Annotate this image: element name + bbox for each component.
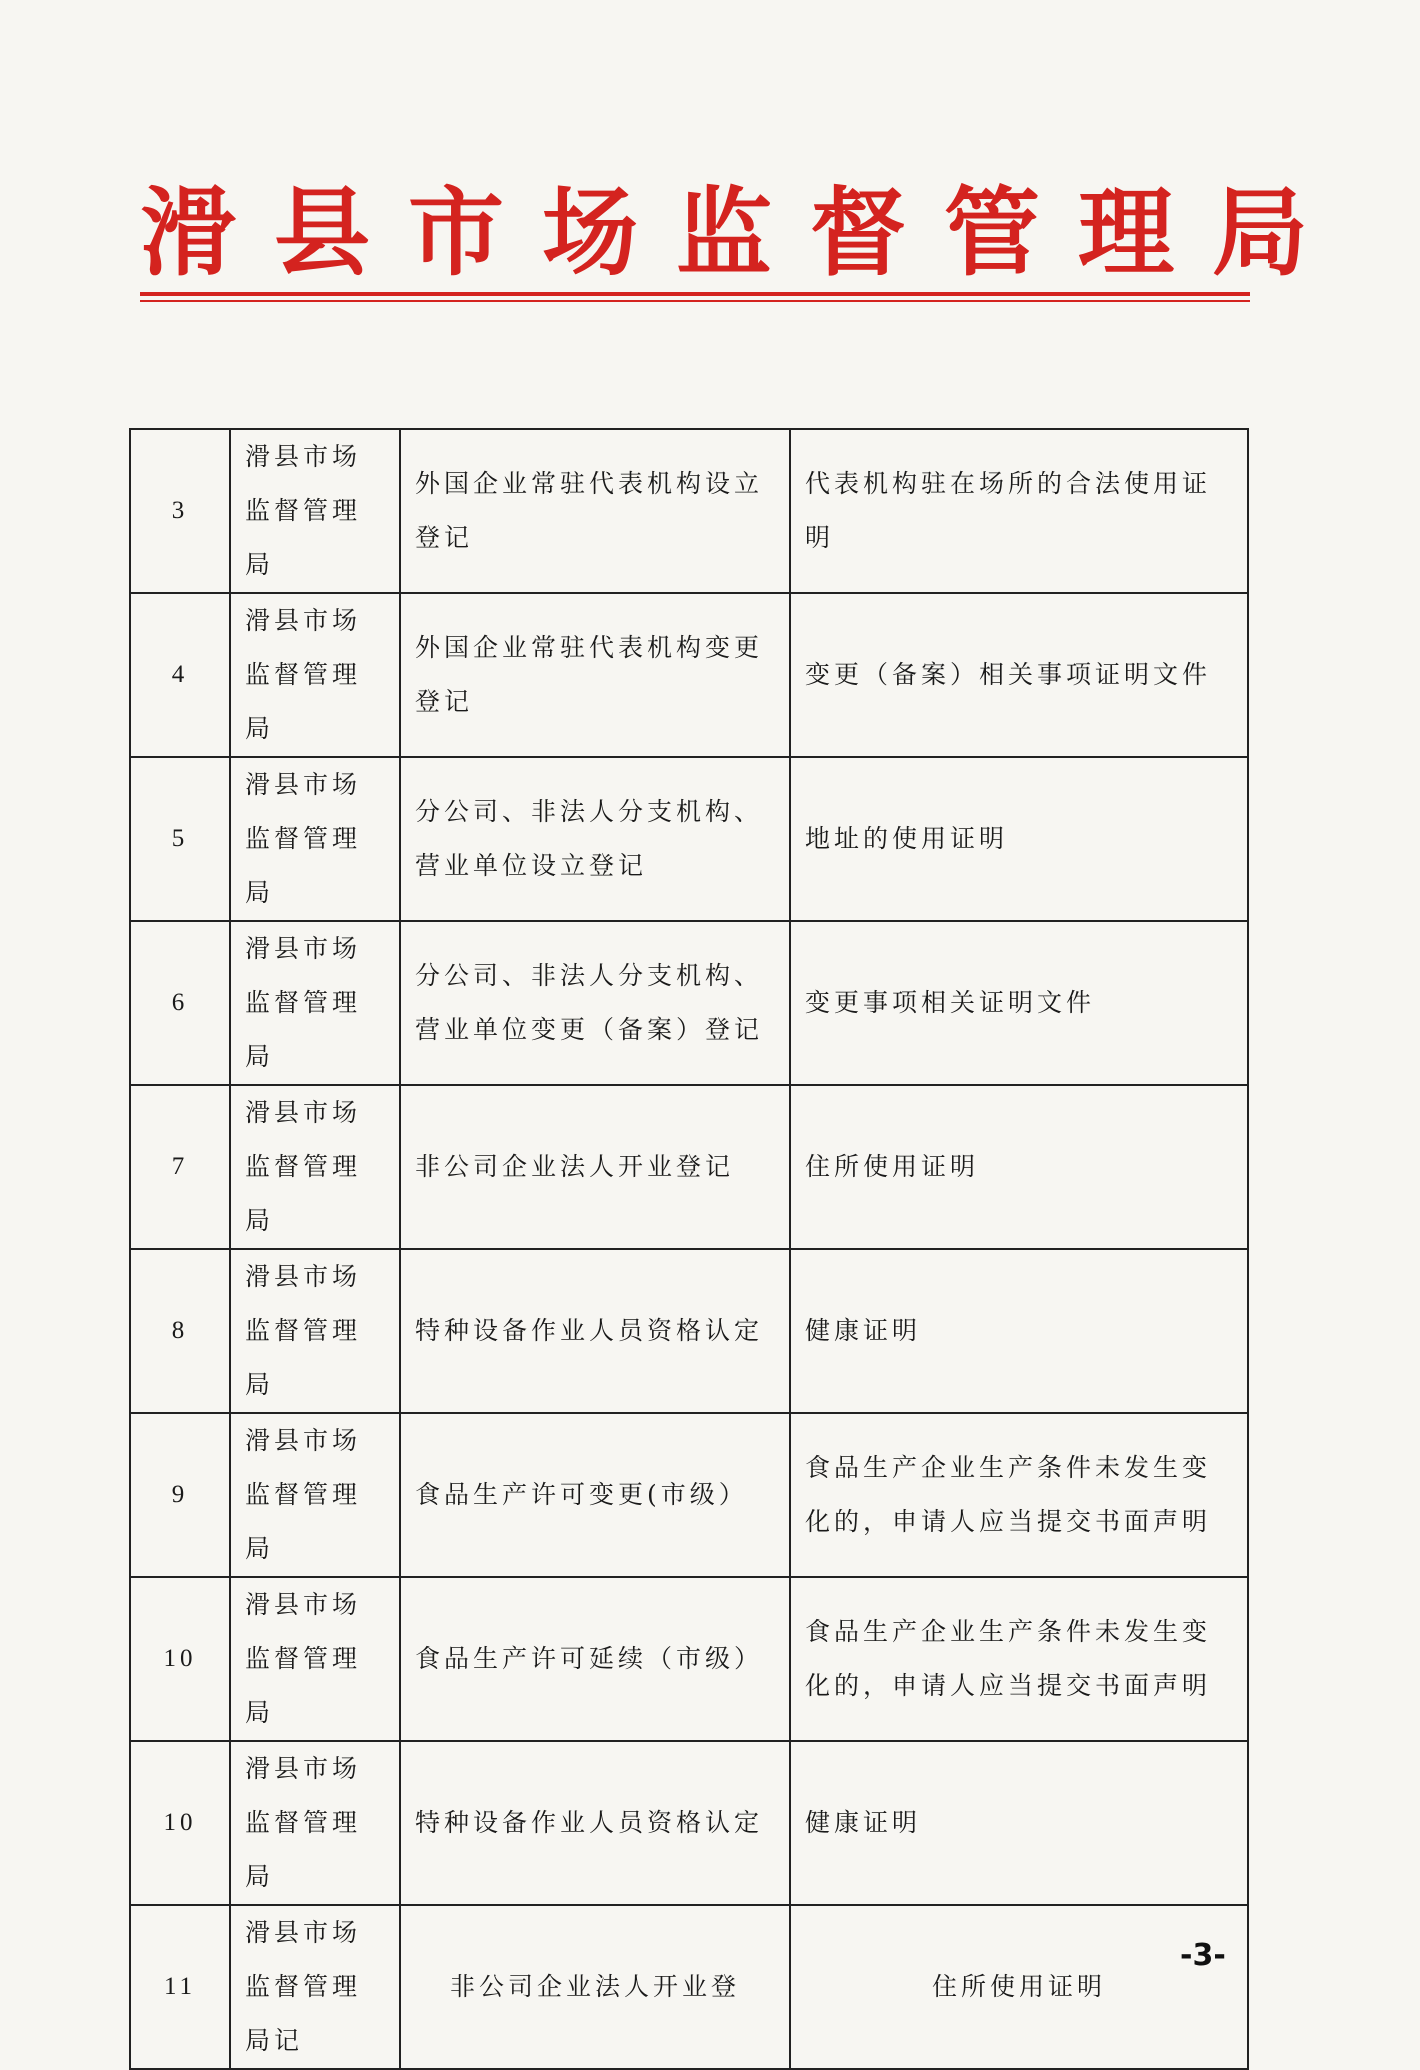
row-department: 滑县市场监督管理局 [230,921,400,1085]
table-row [130,1085,1248,1249]
row-department: 滑县市场监督管理局 [230,1413,400,1577]
row-requirement: 住所使用证明 [790,1085,1248,1249]
row-number: 6 [130,921,230,1085]
row-number: 10 [130,1741,230,1905]
row-requirement: 代表机构驻在场所的合法使用证明 [790,429,1248,593]
row-item: 食品生产许可变更(市级） [400,1413,790,1577]
table-row [130,1249,1248,1413]
table-row [130,1905,1248,2069]
row-number: 10 [130,1577,230,1741]
row-item: 食品生产许可延续（市级） [400,1577,790,1741]
row-number: 9 [130,1413,230,1577]
letterhead-title: 滑县市场监督管理局 [140,177,1346,289]
row-department: 滑县市场监督管理局 [230,1741,400,1905]
row-department: 滑县市场监督管理局 [230,1085,400,1249]
items-table [129,428,1249,2070]
table-row [130,593,1248,757]
letterhead-rule-thin [140,300,1250,302]
row-department: 滑县市场监督管理局 [230,757,400,921]
row-number: 8 [130,1249,230,1413]
table-row [130,1741,1248,1905]
row-item: 分公司、非法人分支机构、营业单位设立登记 [400,757,790,921]
row-number: 3 [130,429,230,593]
row-requirement: 住所使用证明 [790,1905,1248,2069]
row-department: 滑县市场监督管理局 [230,1249,400,1413]
row-item: 非公司企业法人开业登 [400,1905,790,2069]
table-row [130,1577,1248,1741]
row-item: 外国企业常驻代表机构变更登记 [400,593,790,757]
row-department: 滑县市场监督管理局 [230,1577,400,1741]
letterhead [140,177,1346,289]
letterhead-rule-thick [140,292,1250,296]
table-row [130,1413,1248,1577]
row-number: 5 [130,757,230,921]
row-requirement: 食品生产企业生产条件未发生变化的，申请人应当提交书面声明 [790,1413,1248,1577]
row-requirement: 变更（备案）相关事项证明文件 [790,593,1248,757]
row-department: 滑县市场监督管理局 [230,593,400,757]
row-requirement: 健康证明 [790,1249,1248,1413]
row-department: 滑县市场监督管理局记 [230,1905,400,2069]
row-requirement: 变更事项相关证明文件 [790,921,1248,1085]
row-requirement: 食品生产企业生产条件未发生变化的，申请人应当提交书面声明 [790,1577,1248,1741]
row-item: 分公司、非法人分支机构、营业单位变更（备案）登记 [400,921,790,1085]
row-item: 特种设备作业人员资格认定 [400,1249,790,1413]
row-requirement: 地址的使用证明 [790,757,1248,921]
row-item: 外国企业常驻代表机构设立登记 [400,429,790,593]
page-number: -3- [1180,1938,1226,1973]
row-number: 7 [130,1085,230,1249]
row-department: 滑县市场监督管理局 [230,429,400,593]
table-row [130,429,1248,593]
row-item: 非公司企业法人开业登记 [400,1085,790,1249]
row-number: 11 [130,1905,230,2069]
row-requirement: 健康证明 [790,1741,1248,1905]
table-row [130,757,1248,921]
row-item: 特种设备作业人员资格认定 [400,1741,790,1905]
row-number: 4 [130,593,230,757]
table-row [130,921,1248,1085]
